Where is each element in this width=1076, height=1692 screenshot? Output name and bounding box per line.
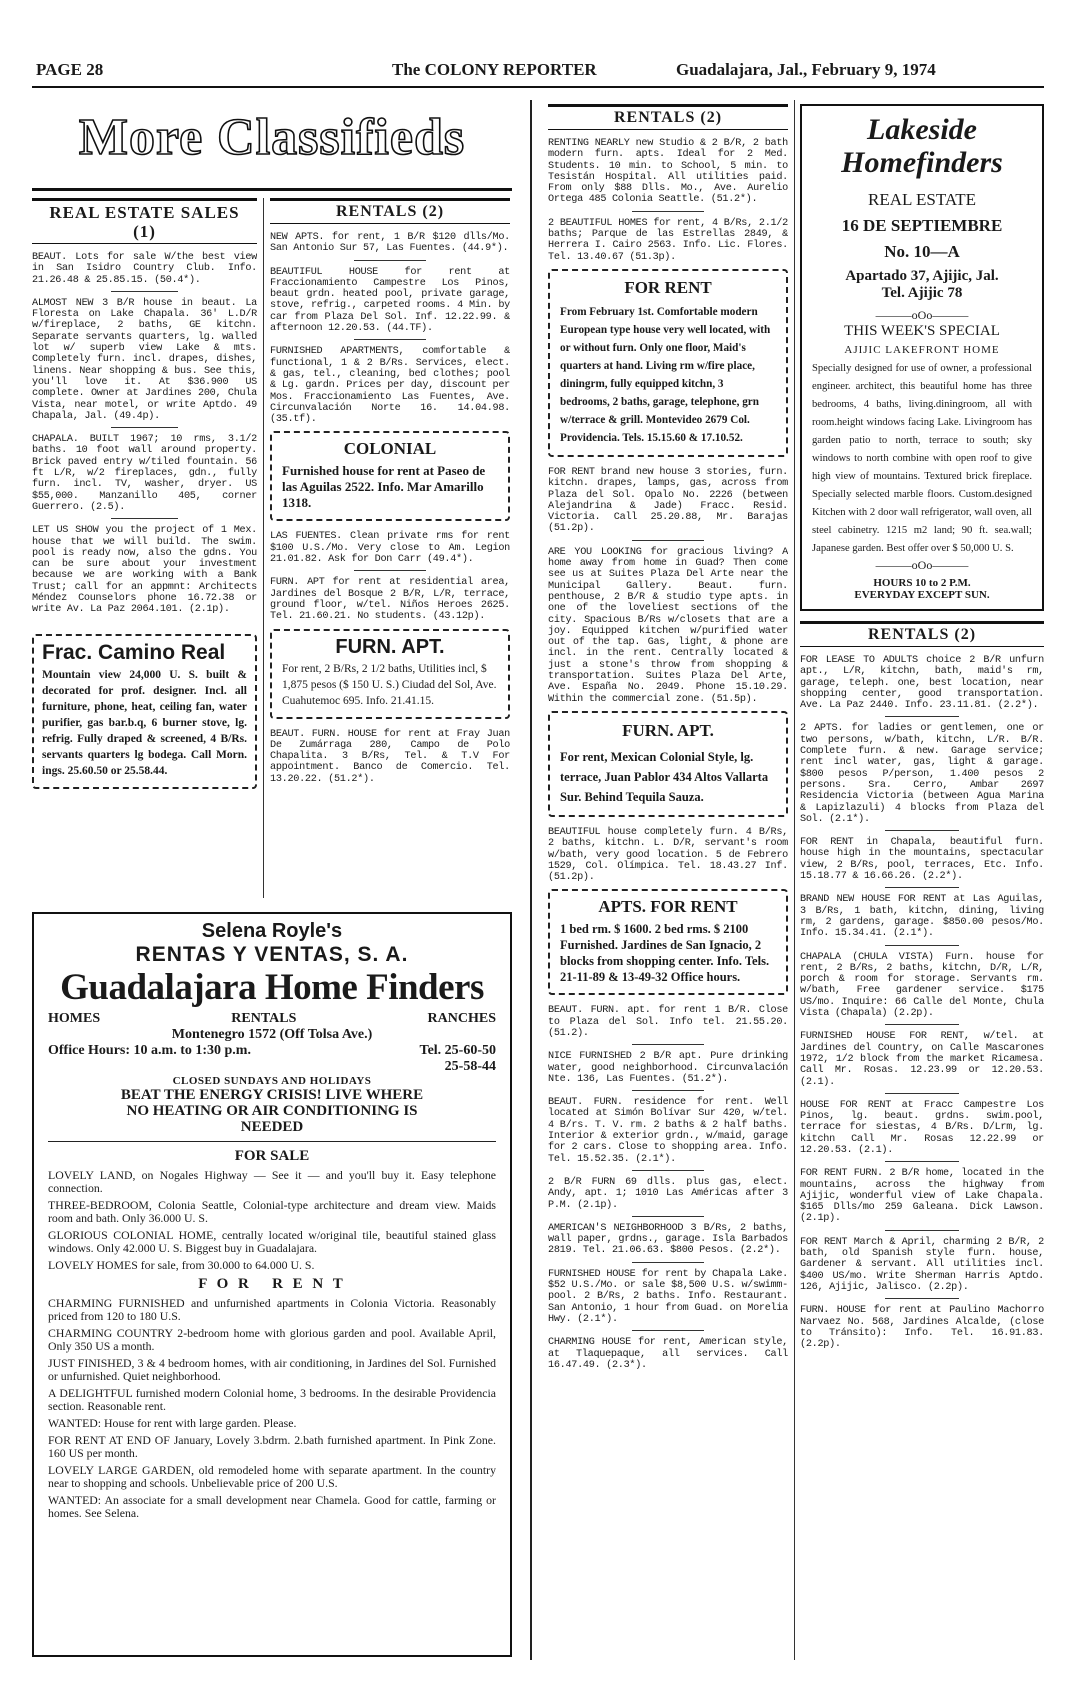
classified-ad: BEAUT. Lots for sale W/the best view in San Isidro Country Club. Info. 21.26.48 & 25.85.15. (50.4*).: [32, 252, 257, 292]
selena-closed: CLOSED SUNDAYS AND HOLIDAYS: [172, 1075, 372, 1087]
selena-hours-row: [48, 1043, 496, 1059]
classified-ad: FURNISHED APARTMENTS, comfortable & functional, 1 & 2 B/Rs. Services, elect. & gas, tel., cleaning, bed clothes; pool & Lg. gardn. Prices per day, discount per Mos. Fraccionamiento Las Fuentes, Ave. Circunvalación Norte 16. 14.04.98. (35.tf).: [270, 346, 510, 426]
classified-ad: RENTING NEARLY new Studio & 2 B/R, 2 bath modern furn. apts. Ideal for 2 Med. Students. 10 min. to School, 5 min. to Tesistán Hospital. All utilities paid. From only $88 Dlls. Mo., Ave. Aurelio Ortega 485 Colonia Seattle. (51.2*).: [548, 138, 788, 212]
classified-ad: CHAPALA. BUILT 1967; 10 rms, 3.1/2 baths. 10 foot wall around property. Brick paved entry w/tiled fountain. 56 ft L/R, w/2 fireplaces, gdn., fully furn. incl. TV, washer, dryer. US $55,000. Manzanillo 405, corner Guerrero. (2.5).: [32, 434, 257, 519]
column-rule: [530, 100, 532, 1660]
sale-item: THREE-BEDROOM, Colonia Seattle, Colonial-type architecture and dream view. Maids room and bath. Only 36.000 U. S.: [48, 1198, 496, 1225]
place-date: Guadalajara, Jal., February 9, 1974: [676, 60, 936, 79]
ornament: ———oOo———: [875, 308, 969, 322]
rent-item: WANTED: House for rent with large garden. Please.: [48, 1416, 297, 1430]
classified-ad: FURN. APT for rent at residential area, Jardines del Bosque 2 B/R, L/R, terrace, ground floor, w/tel. Niños Heroes 2625. Tel. 21.60.21. No students. (43.12p).: [270, 577, 510, 623]
classified-ad: HOUSE FOR RENT at Fracc Campestre Los Pinos, lg. beaut. grdns. swim.pool, terrace for siestas, 4 B/Rs. D/Lrm, lg. kitchn Call Mr. Rosas 12.22.99 or 12.20.53. (2.1).: [800, 1100, 1044, 1162]
sale-item: LOVELY LAND, on Nogales Highway — See it — and you'll buy it. Easy telephone connection.: [48, 1168, 496, 1195]
furn-apt-box: [548, 711, 788, 817]
divider: [48, 1141, 496, 1142]
home-description: Specially designed for use of owner, a professional engineer. architect, this beautiful home has three bedrooms, 4 baths, living.diningroom, all with room.height windows facing Lake. Livingroom has garden patio to north, terrace to south; sky windows to north combine with open roof to give high view of mountains. Textured brick fireplace. Specially selected marble floors. Custom.designed Kitchen with 2 door wall refrigerator, wall oven, all steel cabinetry. 1215 m2 land; 90 ft. sea.wall; Japanese garden. Best offer over $ 50,000 U. S.: [812, 363, 1032, 554]
selena-hours: Office Hours: 10 a.m. to 1:30 p.m.: [48, 1043, 251, 1058]
rent-item: WANTED: An associate for a small development near Chamela. Good for cattle, farming or homes. See Selena.: [48, 1493, 496, 1520]
header-rule: [32, 86, 1044, 88]
box-title: COLONIAL: [343, 439, 437, 459]
selena-company: RENTAS Y VENTAS, S. A.: [135, 943, 409, 966]
section-number: (1): [133, 222, 156, 241]
rent-item: CHARMING COUNTRY 2-bedroom home with glorious garden and pool. Available April, Only 350 US a month.: [48, 1326, 496, 1353]
classified-ad: CHAPALA (CHULA VISTA) Furn. house for rent, 2 B/Rs, 2 baths, kitchn, D/R, L/R, porch & room for storage. Servants rm. w/bath, Free gardener service. $175 US/mo. Inquire: 66 Calle del Monte, Chula Vista (Chapala) (2.2p).: [800, 952, 1044, 1026]
box-body: Furnished house for rent at Paseo de las Aguilas 2522. Info. Mar Amarillo 1318.: [282, 463, 486, 511]
home-heading: AJIJIC LAKEFRONT HOME: [844, 344, 1000, 356]
street-number: No. 10—A: [884, 242, 960, 261]
box-body: For rent, 2 B/Rs, 2 1/2 baths, Utilities incl, $ 1,875 pesos ($ 150 U. S.) Ciudad del Sol, Ave. Cuahutemoc 695. Info. 21.41.15.: [282, 662, 497, 707]
rent-item: A DELIGHTFUL furnished modern Colonial home, 3 bedrooms. In the desirable Providencia section. Reasonable rent.: [48, 1386, 496, 1413]
category-rentals: RENTALS: [231, 1011, 297, 1026]
box-body: For rent, Mexican Colonial Style, lg. terrace, Juan Pablor 434 Altos Vallarta Sur. Behind Tequila Sauza.: [560, 749, 769, 804]
for-rent-heading: F O R R E N T: [198, 1276, 346, 1292]
classified-ad: FOR LEASE TO ADULTS choice 2 B/R unfurn apt., L/R, kitchn, bath, maid's rm, garage, teleph. one, best location, near shopping center, good transportation. Ave. La Paz 2440. Info. 23.11.81. (2.2*).: [800, 655, 1044, 717]
rent-item: FOR RENT AT END OF January, Lovely 3.bdrm. 2.bath furnished apartment. In Pink Zone. 160 US per month.: [48, 1433, 496, 1460]
column-lakeside: [800, 104, 1044, 1664]
classified-ad: FOR RENT brand new house 3 stories, furn. kitchn. drapes, lamps, gas, across from Plaza del Sol. Opalo No. 2226 (between Alejandrina & Jade) Fracc. Resid. Victoria. Call 25.20.88, Mr. Barajas (51.2p).: [548, 467, 788, 541]
box-body: Mountain view 24,000 U. S. built & decorated for prof. designer. Incl. all furniture, phone, heat, ceiling fan, water purifier, gas bar.b.q, 6 burner stove, lg. refrig. Fully draped & screened, 4 B/Rs. servants quarters lg bodega. Call Morn. ings. 25.60.50 or 25.58.44.: [42, 668, 247, 777]
colonial-box: [270, 431, 510, 521]
box-body: 1 bed rm. $ 1600. 2 bed rms. $ 2100 Furnished. Jardines de San Ignacio, 2 blocks from shopping center. Info. Tels. 21-11-89 & 13-49-32 Office hours.: [560, 922, 770, 985]
telephone: Tel. Ajijic 78: [881, 285, 963, 301]
classified-ad: ARE YOU LOOKING for gracious living? A home away from home in Guad? Then come see us at Suites Plaza Del Arte near the Municipal Gallery. Beaut. furn. penthouse, 2 B/R & studio type apts. in one of the loveliest sections of the city. Spacious B/Rs w/closets that are a joy. Equipped kitchen w/purified water out of the tap. Gas, light, & phone are incl. in the rent. Centrally located & just a stone's throw from shopping & transportation. Suites Plaza Del Arte, Ave. España No. 2049. Phone 15.10.29. Within the commercial zone. (51.5p).: [548, 546, 788, 705]
logo-homefinders: Homefinders: [841, 146, 1003, 179]
section-title: RENTALS (2): [270, 198, 510, 224]
sale-item: GLORIOUS COLONIAL HOME, centrally located w/original tile, beautiful stained glass windows. Only 42.000 U. S. Biggest buy in Guadalajara.: [48, 1228, 496, 1255]
section-title: REAL ESTATE SALES: [49, 203, 240, 222]
apartado: Apartado 37, Ajijic, Jal.: [845, 268, 999, 284]
box-title: FOR RENT: [624, 277, 712, 297]
classified-ad: LET US SHOW you the project of 1 Mex. house that we will build. The swim. pool is ready now, also the gdns. You can be sure about your investment because we are working with a Bank Trust; call for an appmnt: Architects Méndez Counselors phone 16.72.38 or write Av. La Paz 2064.101. (2.1p).: [32, 525, 257, 616]
box-title: FURN. APT.: [335, 635, 445, 658]
classified-ad: FOR RENT in Chapala, beautiful furn. house high in the mountains, spectacular view, 2 B/Rs, pool, terraces, Etc. Info. 15.18.77 & 16.66.26. (2.2*).: [800, 837, 1044, 888]
classified-ad: ALMOST NEW 3 B/R house in beaut. La Floresta on Lake Chapala. 36' L.D/R w/fireplace, 2 baths, GE kitchn. Separate servants quarters, lg. walled lot w/ superb view Lake & mts. Completely furn. incl. drapes, dishes, linens. Near shopping & bus. See this, you'll love it. At $36.900 US complete. Owner at Jardines 200, Chula Vista, near motel, or write Aptdo. 49 Chapala, Jal. (49.4p).: [32, 298, 257, 428]
section-title: RENTALS (2): [548, 104, 788, 130]
furn-apt-box: [270, 629, 510, 719]
column-rule: [794, 100, 795, 1660]
classified-ad: 2 APTS. for ladies or gentlemen, one or two persons, w/bath, kitchn, L/R. B/R. Complete furn. & new. Garage service; rent incl water, gas, light & garage. $800 pesos P/person, 1.400 pesos 2 persons. Sra. Cerro, Ambar 2697 Residencia Victoria (between Agua Marina & Lapizlazuli) 4 blocks from Plaza del Sol. (2.1*).: [800, 723, 1044, 831]
logo-lakeside: Lakeside: [867, 113, 977, 146]
box-title: Frac. Camino Real: [42, 640, 226, 664]
everyday: EVERYDAY EXCEPT SUN.: [854, 589, 990, 601]
classified-ad: BEAUTIFUL HOUSE for rent at Fraccionamiento Campestre Los Pinos, beaut grdn. heated pool, private garage, stove, refrig., carpeted rooms. 4 Min. by car from Plaza Del Sol. Inf. 12.22.99. & afternoon 12.20.53. (44.TF).: [270, 267, 510, 341]
category-homes: HOMES: [48, 1011, 101, 1026]
classified-ad: NEW APTS. for rent, 1 B/R $120 dlls/Mo. San Antonio Sur 57, Las Fuentes. (44.9*).: [270, 232, 510, 261]
banner-rule: [32, 188, 512, 191]
hours: HOURS 10 to 2 P.M.: [873, 577, 971, 589]
selena-brand: Guadalajara Home Finders: [60, 967, 484, 1008]
column-real-estate-sales: [32, 198, 257, 898]
sale-item: LOVELY HOMES for sale, from 30.000 to 64.000 U. S.: [48, 1258, 315, 1272]
frac-camino-real-box: [32, 634, 257, 789]
paper-title: The COLONY REPORTER: [392, 60, 597, 79]
column-rentals-middle: [548, 104, 788, 1664]
classified-ad: FURNISHED HOUSE for rent by Chapala Lake. $52 U.S./Mo. or sale $8,500 U.S. w/swimm-pool. 2 B/Rs, 2 baths. Info. Restaurant. San Antonio, 1 hour from Guad. on Morelia Hwy. (2.1*).: [548, 1269, 788, 1331]
selena-slogan: BEAT THE ENERGY CRISIS! LIVE WHERE NO HEATING OR AIR CONDITIONING IS NEEDED: [120, 1087, 424, 1135]
column-rentals-left: [270, 198, 510, 898]
classified-ad: AMERICAN'S NEIGHBORHOOD 3 B/Rs, 2 baths, wall paper, grdns., garage. Isla Barbados 2819. Tel. 21.06.63. $800 Pesos. (2.2*).: [548, 1223, 788, 1263]
classified-ad: BEAUTIFUL house completely furn. 4 B/Rs, 2 baths, kitchn. L. D/R, servant's room w/bath, very good location. 5 de Febrero 1529, Col. Olímpica. Tel. 18.43.27 Inf. (51.2p).: [548, 826, 788, 884]
classified-ad: FOR RENT March & April, charming 2 B/R, 2 bath, old Spanish style furn. house, Gardener & servant. All utilities incl. $400 US/mo. Write Sherman Harris Aptdo. 126, Ajijic, Jalisco. (2.2p).: [800, 1237, 1044, 1299]
classified-ad: NICE FURNISHED 2 B/R apt. Pure drinking water, good neighborhood. Circunvalación Nte. 136, Las Fuentes. (51.2*).: [548, 1051, 788, 1091]
box-title: FURN. APT.: [622, 720, 714, 740]
selena-royle-ad: [32, 912, 512, 1657]
special-heading: THIS WEEK'S SPECIAL: [844, 323, 1000, 339]
classified-ad: FOR RENT FURN. 2 B/R home, located in the mountains, across the highway from Ajijic, wonderful view of Lake Chapala. $165 Dlls/mo 259 Galeana. Dick Lawson. (2.1p).: [800, 1168, 1044, 1230]
box-body: From February 1st. Comfortable modern European type house very well located, with or without furn. Only one floor, Maid's quarters at hand. Living rm w/fire place, diningrm, fully equipped kitchn, 3 bedrooms, 2 baths, garage, telephone, grn w/terrace & grill. Montevideo 2679 Col. Providencia. Tels. 15.15.60 & 17.10.52.: [560, 305, 771, 444]
classified-ad: FURNISHED HOUSE FOR RENT, w/tel. at Jardines del Country, on Calle Mascarones 1972, 1/2 block from the market Ricamesa. Call Mr. Rosas. 12.23.99 or 12.20.53. (2.1).: [800, 1031, 1044, 1093]
classified-ad: CHARMING HOUSE for rent, American style, at Tlaquepaque, all services. Call 16.47.49. (2.3*).: [548, 1337, 788, 1371]
selena-address: Montenegro 1572 (Off Tolsa Ave.): [171, 1027, 373, 1042]
selena-categories: [48, 1011, 496, 1027]
street: 16 DE SEPTIEMBRE: [841, 216, 1003, 235]
column-rule: [263, 198, 264, 898]
box-title: APTS. FOR RENT: [598, 897, 738, 917]
for-sale-heading: FOR SALE: [234, 1148, 310, 1164]
banner: More Classifieds: [78, 109, 466, 166]
for-rent-box: [548, 269, 788, 457]
real-estate: REAL ESTATE: [867, 190, 977, 209]
category-ranches: RANCHES: [427, 1011, 496, 1026]
classified-ad: FURN. HOUSE for rent at Paulino Machorro Narvaez No. 568, Jardines Alcalde, (close to Tránsito): Info. Tel. 16.91.83. (2.2p).: [800, 1305, 1044, 1351]
rent-item: LOVELY LARGE GARDEN, old remodeled home with separate apartment. In the country near to shopping and schools. Unbelievable price of 200 U.S.: [48, 1463, 496, 1490]
rent-item: JUST FINISHED, 3 & 4 bedroom homes, with air conditioning, in Jardines del Sol. Furnished or unfurnished. Quiet neighborhood.: [48, 1356, 496, 1383]
apts-for-rent-box: [548, 889, 788, 995]
page-number: PAGE 28: [36, 60, 104, 79]
selena-tel: Tel. 25-60-50: [419, 1043, 496, 1058]
section-heading: [32, 198, 257, 244]
classified-ad: BEAUT. FURN. apt. for rent 1 B/R. Close to Plaza del Sol. Info tel. 21.55.20. (51.2).: [548, 1005, 788, 1045]
classified-ad: LAS FUENTES. Clean private rms for rent $100 U.S./Mo. Very close to Am. Legion 21.01.82. Ask for Don Carr (49.4*).: [270, 531, 510, 571]
selena-name: Selena Royle's: [201, 920, 343, 942]
rent-item: CHARMING FURNISHED and unfurnished apartments in Colonia Victoria. Reasonably priced from 120 to 180 U.S.: [48, 1296, 496, 1323]
classified-ad: BEAUT. FURN. residence for rent. Well located at Simón Bolívar Sur 420, w/tel. 4 B/rs. T. V. rm. 2 baths & 2 half baths. Interior & exterior grdn., w/maid, garage for 2 cars. Close to shopping area. Info. Tel. 15.52.35. (2.1*).: [548, 1097, 788, 1171]
selena-tel2: 25-58-44: [444, 1059, 496, 1074]
classified-ad: 2 BEAUTIFUL HOMES for rent, 4 B/Rs, 2.1/2 baths; Parque de las Estrellas 2849, & Herrera I. Cairo 2563. Info. Lic. Flores. Tel. 13.40.67 (51.3p).: [548, 217, 788, 263]
section-title: RENTALS (2): [800, 621, 1044, 647]
classified-ad: BRAND NEW HOUSE FOR RENT at Las Aguilas, 3 B/Rs, 1 bath, kitchn, dining, living rm, 2 gardens, garage. $850.00 pesos/Mo. Info. 15.34.41. (2.1*).: [800, 894, 1044, 945]
lakeside-homefinders-ad: [800, 104, 1044, 611]
ornament: ———oOo———: [875, 558, 969, 572]
classified-ad: 2 B/R FURN 69 dlls. plus gas, elect. Andy, apt. 1; 1010 Las Américas after 3 P.M. (2.1p).: [548, 1177, 788, 1217]
classified-ad: BEAUT. FURN. HOUSE for rent at Fray Juan De Zumárraga 280, Campo de Polo Chapalita. 3 B/Rs, Tel. & T.V For appointment. Banco de Comercio. Tel. 13.20.22. (51.2*).: [270, 728, 510, 785]
